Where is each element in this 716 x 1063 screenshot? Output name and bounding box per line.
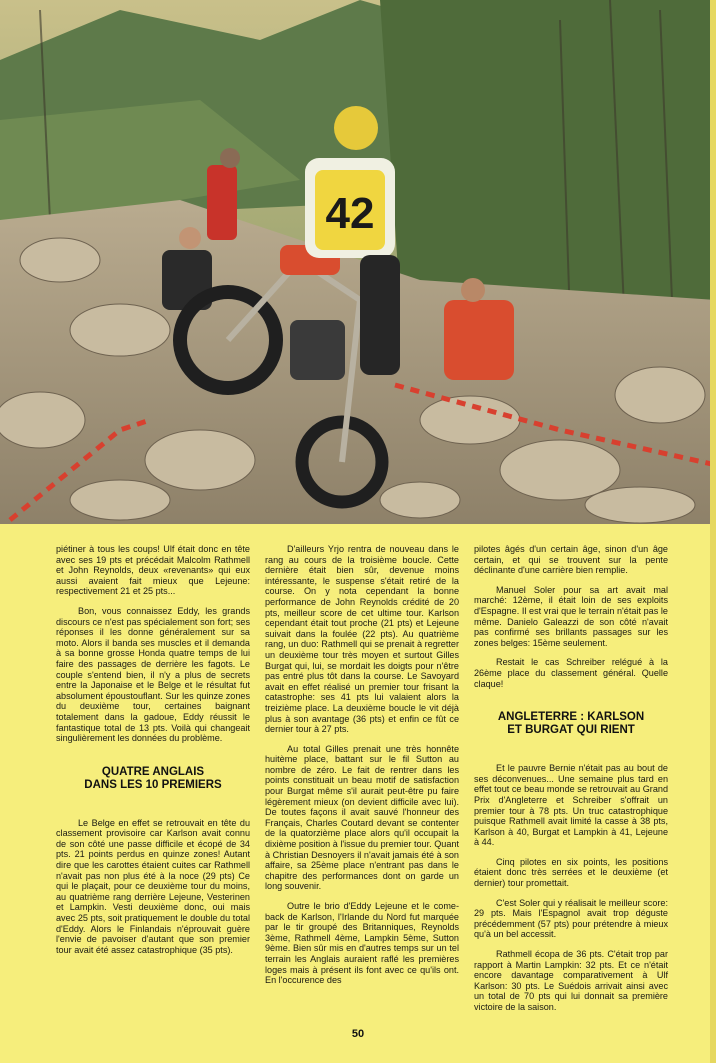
paragraph: C'est Soler qui y réalisait le meilleur score: 29 pts. Mais l'Espagnol avait trop déguste précédemment (57 pts) pour prétendre à mieux qu'à un bel accessit. (474, 897, 668, 940)
paragraph: Le Belge en effet se retrouvait en tête du classement provisoire car Karlson avait connu de son côté une passe difficile et écopé de 34 pts. 21 points perdus en quinze zones! Autant dire que les carottes étaient cuites car Rathmell n'avait pas non plus été à la noce (29 pts) Ce qui le plaçait, pour ce deuxième tour du moins, au quatrième rang derrière Lejeune, Vesterinen et Lampkin. Vesti deuxième donc, oui mais avec 25 pts, soit pratiquement le double du total d'Eddy. Alors le Finlandais n'éprouvait guère l'envie de pavoiser d'autant que son premier tour avait été assez catastrophique (35 pts). (56, 817, 250, 955)
heading-line: ANGLETERRE : KARLSON (497, 711, 645, 724)
page-number: 50 (351, 1028, 365, 1040)
paragraph: Rathmell écopa de 36 pts. C'était trop par rapport à Martin Lampkin: 32 pts. Et ce n'était encore davantage comparativement à Ulf Karlson: 30 pts. Le Suédois arrivait ainsi avec un total de 70 pts qui lui donnait sa première victoire de la saison. (474, 949, 668, 1012)
motorcycle-trial-photo-icon (0, 0, 716, 524)
section-heading (474, 711, 668, 737)
page-edge (710, 0, 716, 1063)
article-column-2 (265, 544, 459, 995)
paragraph: Et le pauvre Bernie n'était pas au bout de ses déconvenues... Une semaine plus tard en effet tout ce beau monde se retrouvait au Grand Prix d'Angleterre et Schreiber s'offrait un premier tour à 78 pts. Un truc catastrophique puisque Rathmell avait limité la casse à 38 pts, Karlson à 40, Burgat et Lampkin à 41, Lejeune à 44. (474, 763, 668, 848)
article-column-1 (56, 544, 250, 964)
heading-line: DANS LES 10 PREMIERS (84, 778, 222, 791)
paragraph: Au total Gilles prenait une très honnête huitème place, battant sur le fil Sutton au nombre de zéro. Le fait de rentrer dans les points constituait un beau motif de satisfaction pour Burgat même s'il aurait peut-être pu faire légèrement mieux (on devient difficile avec lui). De toutes façons il avait sauvé l'honneur des Français, Charles Coutard devant se contenter de la quatorzième place alors qu'il occupait la dixième position à l'issue du premier tour. Quant à Christian Desnoyers il n'avait jamais été à son affaire, sa 25ème place n'entrant pas dans le chapitre des performances dont on garde un long souvenir. (265, 743, 459, 892)
trial-race-photo (0, 0, 716, 524)
paragraph: Outre le brio d'Eddy Lejeune et le come-back de Karlson, l'Irlande du Nord fut marquée par le tir groupé des Britanniques, Reynolds 3ème, Rathmell 4ème, Lampkin 5ème, Sutton 9ème. Bien sûr mis en d'autres temps sur un tel terrain les Anglais auraient raflé les premières loges mais à présent ils font avec ce qu'ils ont. En l'occurence des (265, 901, 459, 986)
paragraph: Cinq pilotes en six points, les positions étaient donc très serrées et le deuxième (et dernier) tour promettait. (474, 856, 668, 889)
heading-line: ET BURGAT QUI RIENT (507, 724, 635, 737)
article-column-3 (474, 544, 668, 1022)
article-page (0, 524, 716, 1063)
section-heading (56, 766, 250, 792)
paragraph: Restait le cas Schreiber relégué à la 26ème place du classement général. Quelle claque! (474, 657, 668, 689)
paragraph: pilotes âgés d'un certain âge, sinon d'un âge certain, et qui se trouvent sur la pente déclinante d'une carrière bien remplie. (474, 544, 668, 576)
heading-line: QUATRE ANGLAIS (101, 765, 205, 778)
paragraph: piétiner à tous les coups! Ulf était donc en tête avec ses 19 pts et précédait Malcolm Rathmell et John Reynolds, deux «revenants» qui eux aussi avaient fait mieux que Lejeune: respectivement 21 et 25 pts... (56, 544, 250, 597)
rider-number: 42 (325, 189, 375, 238)
paragraph: Manuel Soler pour sa art avait mal marché: 12ème, il était loin de ses exploits d'Espagne. Il est vrai que le terrain n'était pas le même. Danielo Galeazzi de son côté n'avait pas confirmé ses brillants passages sur les zones belges: 15ème seulement. (474, 584, 668, 648)
paragraph: Bon, vous connaissez Eddy, les grands discours ce n'est pas spécialement son fort; ses réponses il les donne généralement sur sa moto. Alors il banda ses muscles et il demanda à sa bonne grosse Honda quatre temps de lui faire des passages de derrière les fagots. Le couple s'entend bien, il n'y a plus de secrets entre la Japonaise et le Belge et le résultat fut absolument époustouflant. Sur les quinze zones du deuxième tour, certaines baignant totalement dans la gadoue, Eddy réussit le fantastique total de 13 pts. Voilà qui changeait singulièrement les données du problème. (56, 605, 250, 744)
paragraph: D'ailleurs Yrjo rentra de nouveau dans le rang au cours de la troisième boucle. Cette dernière était bien sûr, devenue moins intéressante, le suspense s'était retiré de la course. On y nota cependant la bonne performance de John Reynolds crédité de 20 pts, meilleur score de cet ultime tour. Karlson cependant était tout proche (21 pts) et Lejeune suivait dans la foulée (22 pts). Au quatrième rang, un duo: Rathmell qui se prenait à regretter un deuxième tour très moyen et surtout Gilles Burgat qui, lui, se mordait les doigts pour n'être pas entré plus tôt dans la course. Le Savoyard avait en effet réalisé un premier tour frisant la catastrophe: ses 41 pts lui valaient alors la treizième place. La deuxième boucle le vit déjà plus à son avantage (36 pts) et enfin ce fût ce dernier tour à 27 pts. (265, 544, 459, 735)
